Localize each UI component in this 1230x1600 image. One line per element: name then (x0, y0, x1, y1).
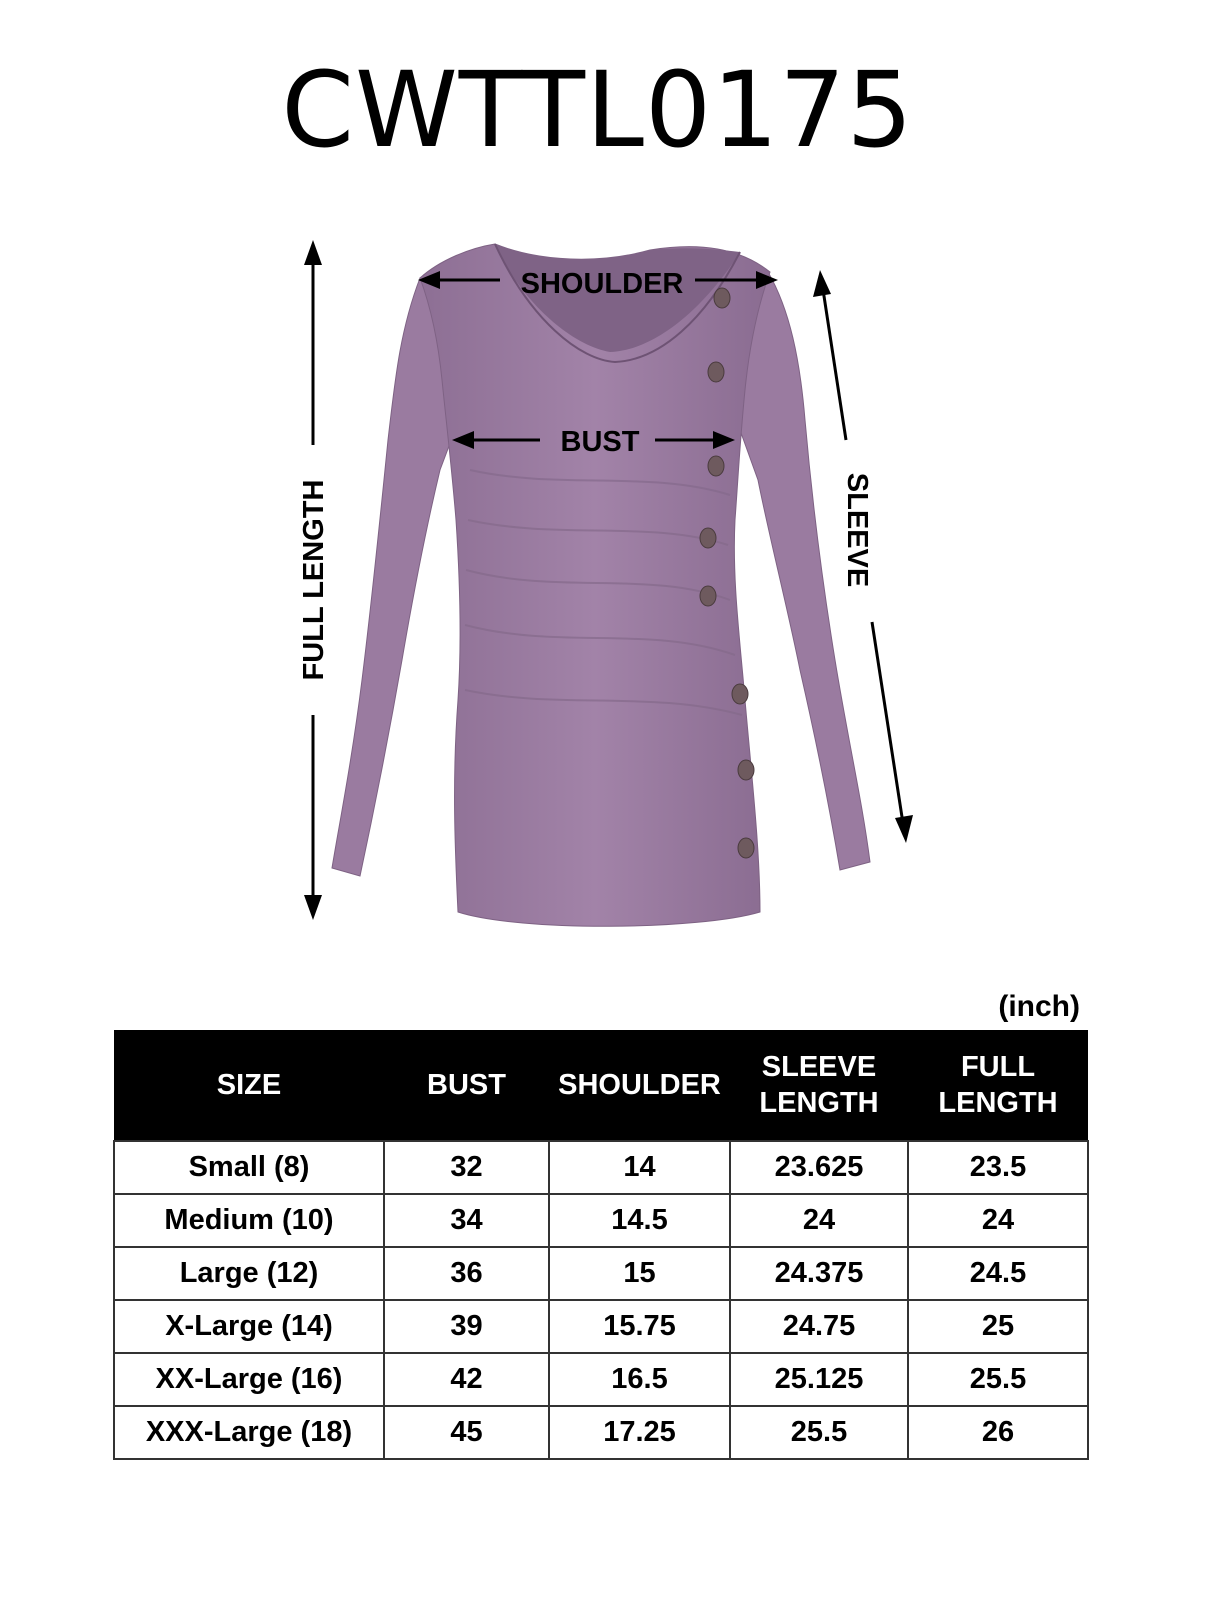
cell-sleeve-length: 23.625 (730, 1141, 908, 1194)
cell-full-length: 24 (908, 1194, 1088, 1247)
shoulder-label: SHOULDER (520, 268, 684, 300)
cell-full-length: 26 (908, 1406, 1088, 1459)
cell-size: XXX-Large (18) (114, 1406, 384, 1459)
table-row (114, 1353, 1088, 1406)
header-shoulder: SHOULDER (549, 1030, 730, 1141)
product-code-title: CWTTL0175 (281, 49, 914, 171)
cell-size: Small (8) (114, 1141, 384, 1194)
cell-size: X-Large (14) (114, 1300, 384, 1353)
full-length-label: FULL LENGTH (298, 479, 330, 681)
cell-sleeve-length: 25.5 (730, 1406, 908, 1459)
cell-shoulder: 14.5 (549, 1194, 730, 1247)
cell-sleeve-length: 24.375 (730, 1247, 908, 1300)
cell-shoulder: 17.25 (549, 1406, 730, 1459)
table-row (114, 1247, 1088, 1300)
cell-shoulder: 15.75 (549, 1300, 730, 1353)
cell-sleeve-length: 24 (730, 1194, 908, 1247)
table-row (114, 1141, 1088, 1194)
bust-label: BUST (560, 426, 640, 458)
cell-shoulder: 15 (549, 1247, 730, 1300)
cell-full-length: 25 (908, 1300, 1088, 1353)
sleeve-label: SLEEVE (841, 472, 873, 588)
cell-full-length: 23.5 (908, 1141, 1088, 1194)
header-size: SIZE (114, 1030, 384, 1141)
cell-full-length: 25.5 (908, 1353, 1088, 1406)
cell-bust: 36 (384, 1247, 549, 1300)
table-row (114, 1194, 1088, 1247)
table-row (114, 1300, 1088, 1353)
full-length-arrow (298, 240, 330, 920)
cell-bust: 39 (384, 1300, 549, 1353)
cell-bust: 45 (384, 1406, 549, 1459)
cell-bust: 42 (384, 1353, 549, 1406)
cell-bust: 32 (384, 1141, 549, 1194)
header-sleeve-length: SLEEVE LENGTH (730, 1030, 908, 1141)
left-sleeve (332, 278, 455, 876)
header-bust: BUST (384, 1030, 549, 1141)
table-row (114, 1406, 1088, 1459)
size-chart-table (113, 1030, 1089, 1460)
cell-shoulder: 14 (549, 1141, 730, 1194)
cell-shoulder: 16.5 (549, 1353, 730, 1406)
table-header-row (114, 1030, 1088, 1141)
cell-size: Large (12) (114, 1247, 384, 1300)
header-full-length: FULL LENGTH (908, 1030, 1088, 1141)
cell-full-length: 24.5 (908, 1247, 1088, 1300)
cell-size: Medium (10) (114, 1194, 384, 1247)
garment-illustration (332, 244, 870, 926)
unit-note: (inch) (998, 990, 1080, 1023)
cell-sleeve-length: 24.75 (730, 1300, 908, 1353)
cell-sleeve-length: 25.125 (730, 1353, 908, 1406)
cell-bust: 34 (384, 1194, 549, 1247)
cell-size: XX-Large (16) (114, 1353, 384, 1406)
